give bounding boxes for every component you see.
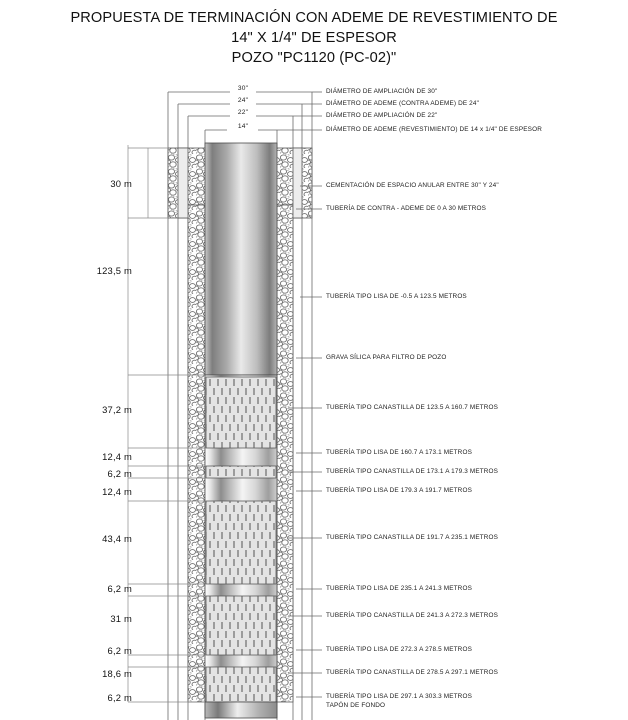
screen-interval-4	[206, 596, 276, 655]
note-contra-ademe-24: DIÁMETRO DE ADEME (CONTRA ADEME) DE 24"	[326, 100, 479, 107]
title-line-2: 14" X 1/4" DE ESPESOR	[231, 30, 397, 46]
depth-label-37-2m: 37,2 m	[102, 404, 132, 415]
note-ampliacion-22: DIÁMETRO DE AMPLIACIÓN DE 22"	[326, 112, 438, 119]
annotation-lisa-4: TUBERÍA TIPO LISA DE 235.1 A 241.3 METROS	[326, 585, 472, 592]
annotation-canastilla-1: TUBERÍA TIPO CANASTILLA DE 123.5 A 160.7 METROS	[326, 404, 499, 411]
dimension-label-30: 30"	[237, 85, 249, 92]
annotation-grava-silica: GRAVA SÍLICA PARA FILTRO DE POZO	[326, 354, 447, 361]
annotation-canastilla-4: TUBERÍA TIPO CANASTILLA DE 241.3 A 272.3 METROS	[326, 612, 499, 619]
depth-label-12-4m-b: 12,4 m	[102, 486, 132, 497]
annotation-lisa-2: TUBERÍA TIPO LISA DE 160.7 A 173.1 METROS	[326, 449, 472, 456]
dimension-label-14: 14"	[237, 123, 249, 130]
depth-label-30m: 30 m	[110, 178, 132, 189]
annotation-lisa-6: TUBERÍA TIPO LISA DE 297.1 A 303.3 METROS	[326, 693, 472, 700]
annotation-lisa-3: TUBERÍA TIPO LISA DE 179.3 A 191.7 METROS	[326, 487, 472, 494]
depth-label-6-2m-a: 6,2 m	[107, 468, 132, 479]
screen-interval-1	[206, 377, 276, 448]
title-line-3: POZO "PC1120 (PC-02)"	[231, 50, 397, 66]
depth-label-31m: 31 m	[110, 613, 132, 624]
depth-label-6-2m-d: 6,2 m	[107, 692, 132, 703]
annotation-lisa-1: TUBERÍA TIPO LISA DE -0.5 A 123.5 METROS	[326, 293, 467, 300]
annotation-contra-ademe: TUBERÍA DE CONTRA - ADEME DE 0 A 30 METROS	[326, 205, 487, 212]
note-ampliacion-30: DIÁMETRO DE AMPLIACIÓN DE 30"	[326, 88, 438, 95]
depth-label-18-6m: 18,6 m	[102, 668, 132, 679]
diameter-leader-lines	[277, 92, 322, 130]
annotation-canastilla-2: TUBERÍA TIPO CANASTILLA DE 173.1 A 179.3 METROS	[326, 468, 499, 475]
depth-label-43-4m: 43,4 m	[102, 533, 132, 544]
annotation-tapon-fondo: TAPÓN DE FONDO	[326, 702, 386, 709]
screen-interval-5	[206, 667, 276, 702]
dimension-label-22: 22"	[237, 109, 249, 116]
title-line-1: PROPUESTA DE TERMINACIÓN CON ADEME DE REVESTIMIENTO DE	[70, 10, 558, 26]
screen-interval-2	[206, 466, 276, 478]
annotation-cementacion: CEMENTACIÓN DE ESPACIO ANULAR ENTRE 30" Y 24"	[326, 182, 499, 189]
depth-label-6-2m-c: 6,2 m	[107, 645, 132, 656]
screen-interval-3	[206, 501, 276, 584]
bottom-plug	[205, 702, 277, 718]
annotation-lisa-5: TUBERÍA TIPO LISA DE 272.3 A 278.5 METROS	[326, 646, 472, 653]
annotation-canastilla-5: TUBERÍA TIPO CANASTILLA DE 278.5 A 297.1 METROS	[326, 669, 499, 676]
note-revestimiento-14: DIÁMETRO DE ADEME (REVESTIMIENTO) DE 14 x 1/4" DE ESPESOR	[326, 126, 542, 133]
depth-label-6-2m-b: 6,2 m	[107, 583, 132, 594]
screen-intervals	[206, 377, 276, 702]
depth-label-12-4m-a: 12,4 m	[102, 451, 132, 462]
annotation-canastilla-3: TUBERÍA TIPO CANASTILLA DE 191.7 A 235.1 METROS	[326, 534, 499, 541]
dimension-label-24: 24"	[237, 97, 249, 104]
depth-label-123-5m: 123,5 m	[96, 265, 132, 276]
